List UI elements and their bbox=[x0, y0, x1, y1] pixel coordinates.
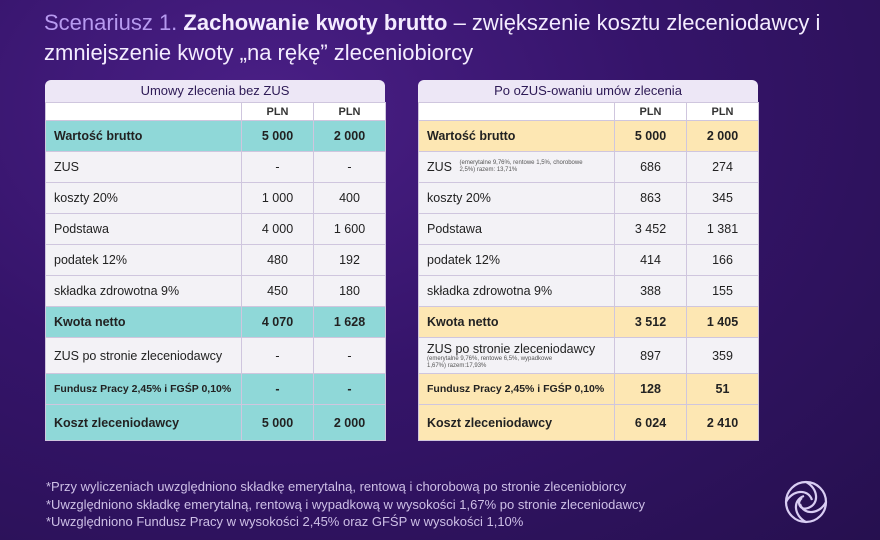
table-row bbox=[419, 121, 759, 152]
spiral-logo-icon bbox=[782, 478, 830, 526]
title-lead: Scenariusz 1. bbox=[44, 10, 178, 35]
row-value-2: 2 000 bbox=[314, 405, 386, 441]
row-value-1: 480 bbox=[242, 245, 314, 276]
row-value-1: 3 512 bbox=[615, 307, 687, 338]
right-col1-header: PLN bbox=[615, 103, 687, 121]
row-value-2: 345 bbox=[687, 183, 759, 214]
left-col2-header: PLN bbox=[314, 103, 386, 121]
footnote: *Uwzględniono Fundusz Pracy w wysokości 2,45% oraz GFŚP w wysokości 1,10% bbox=[46, 514, 524, 529]
row-value-1: - bbox=[242, 152, 314, 183]
row-value-1: - bbox=[242, 338, 314, 374]
footnote: *Przy wyliczeniach uwzględniono składkę emerytalną, rentową i chorobową po stronie zleceniobiorcy bbox=[46, 479, 627, 494]
row-label: podatek 12% bbox=[46, 245, 242, 276]
table-row bbox=[46, 121, 386, 152]
right-table-header: Po oZUS-owaniu umów zlecenia bbox=[418, 80, 758, 102]
table-row bbox=[46, 338, 386, 374]
table-row bbox=[419, 183, 759, 214]
row-label: ZUS bbox=[427, 159, 452, 174]
row-label: składka zdrowotna 9% bbox=[419, 276, 615, 307]
row-value-2: 166 bbox=[687, 245, 759, 276]
row-label: podatek 12% bbox=[419, 245, 615, 276]
row-value-2: 2 000 bbox=[687, 121, 759, 152]
row-value-2: 51 bbox=[687, 374, 759, 405]
row-value-2: 274 bbox=[687, 152, 759, 183]
left-col1-header: PLN bbox=[242, 103, 314, 121]
row-label: Fundusz Pracy 2,45% i FGŚP 0,10% bbox=[419, 374, 615, 405]
left-table-header: Umowy zlecenia bez ZUS bbox=[45, 80, 385, 102]
table-row bbox=[419, 245, 759, 276]
row-value-1: 128 bbox=[615, 374, 687, 405]
row-value-2: 2 410 bbox=[687, 405, 759, 441]
table-row bbox=[46, 152, 386, 183]
row-label-zus bbox=[419, 152, 615, 183]
row-value-1: 388 bbox=[615, 276, 687, 307]
table-row bbox=[419, 338, 759, 374]
row-value-1: 686 bbox=[615, 152, 687, 183]
row-value-2: - bbox=[314, 152, 386, 183]
table-row bbox=[419, 307, 759, 338]
table-row bbox=[419, 405, 759, 441]
table-row bbox=[46, 245, 386, 276]
row-label: koszty 20% bbox=[419, 183, 615, 214]
row-label: ZUS po stronie zleceniodawcy bbox=[427, 341, 596, 356]
left-table bbox=[45, 102, 386, 441]
row-label-zus-employer bbox=[419, 338, 615, 374]
zus-employer-note: (emerytalne 9,76%, rentowe 6,5%, wypadkowe 1,67%) razem:17,93% bbox=[427, 355, 553, 369]
row-label: Fundusz Pracy 2,45% i FGŚP 0,10% bbox=[46, 374, 242, 405]
row-label: Wartość brutto bbox=[419, 121, 615, 152]
right-col2-header: PLN bbox=[687, 103, 759, 121]
row-value-2: 155 bbox=[687, 276, 759, 307]
table-row bbox=[46, 374, 386, 405]
row-value-2: 1 628 bbox=[314, 307, 386, 338]
table-row bbox=[419, 214, 759, 245]
row-value-2: 400 bbox=[314, 183, 386, 214]
row-value-1: 5 000 bbox=[615, 121, 687, 152]
row-label: Koszt zleceniodawcy bbox=[419, 405, 615, 441]
row-label: Podstawa bbox=[46, 214, 242, 245]
row-value-2: 359 bbox=[687, 338, 759, 374]
row-value-2: 1 381 bbox=[687, 214, 759, 245]
table-row bbox=[419, 276, 759, 307]
footnotes bbox=[46, 478, 645, 531]
right-table bbox=[418, 102, 759, 441]
zus-note: (emerytalne 9,76%, rentowe 1,5%, chorobowe 2,5%) razem: 13,71% bbox=[459, 160, 583, 174]
row-value-2: - bbox=[314, 338, 386, 374]
table-row bbox=[419, 374, 759, 405]
row-label: Wartość brutto bbox=[46, 121, 242, 152]
row-value-1: 450 bbox=[242, 276, 314, 307]
row-value-1: 5 000 bbox=[242, 405, 314, 441]
footnote: *Uwzględniono składkę emerytalną, rentową i wypadkową w wysokości 1,67% po stronie zleceniodawcy bbox=[46, 496, 646, 512]
row-value-1: 6 024 bbox=[615, 405, 687, 441]
row-value-2: 2 000 bbox=[314, 121, 386, 152]
table-with-zus bbox=[418, 80, 758, 460]
row-label: składka zdrowotna 9% bbox=[46, 276, 242, 307]
table-row bbox=[46, 276, 386, 307]
row-value-1: 4 000 bbox=[242, 214, 314, 245]
row-value-1: 5 000 bbox=[242, 121, 314, 152]
row-label: koszty 20% bbox=[46, 183, 242, 214]
left-header-row bbox=[46, 103, 386, 121]
table-row bbox=[46, 307, 386, 338]
row-label: ZUS po stronie zleceniodawcy bbox=[46, 338, 242, 374]
row-label: Koszt zleceniodawcy bbox=[46, 405, 242, 441]
row-value-1: 4 070 bbox=[242, 307, 314, 338]
row-value-2: 1 405 bbox=[687, 307, 759, 338]
row-value-2: 180 bbox=[314, 276, 386, 307]
row-label: Kwota netto bbox=[419, 307, 615, 338]
row-value-1: 1 000 bbox=[242, 183, 314, 214]
row-value-2: 192 bbox=[314, 245, 386, 276]
title-rest: – zwiększenie kosztu zleceniodawcy i zmniejszenie kwoty „na rękę” zleceniobiorcy bbox=[44, 10, 821, 65]
row-label: ZUS bbox=[46, 152, 242, 183]
row-label: Podstawa bbox=[419, 214, 615, 245]
row-value-2: 1 600 bbox=[314, 214, 386, 245]
title-bold: Zachowanie kwoty brutto bbox=[183, 10, 448, 35]
table-without-zus bbox=[45, 80, 385, 460]
row-value-1: 3 452 bbox=[615, 214, 687, 245]
row-value-1: 897 bbox=[615, 338, 687, 374]
row-value-1: - bbox=[242, 374, 314, 405]
row-value-2: - bbox=[314, 374, 386, 405]
table-row bbox=[46, 183, 386, 214]
page-title bbox=[44, 8, 844, 68]
table-row bbox=[419, 152, 759, 183]
right-header-row bbox=[419, 103, 759, 121]
table-row bbox=[46, 214, 386, 245]
table-row bbox=[46, 405, 386, 441]
row-value-1: 414 bbox=[615, 245, 687, 276]
row-label: Kwota netto bbox=[46, 307, 242, 338]
row-value-1: 863 bbox=[615, 183, 687, 214]
